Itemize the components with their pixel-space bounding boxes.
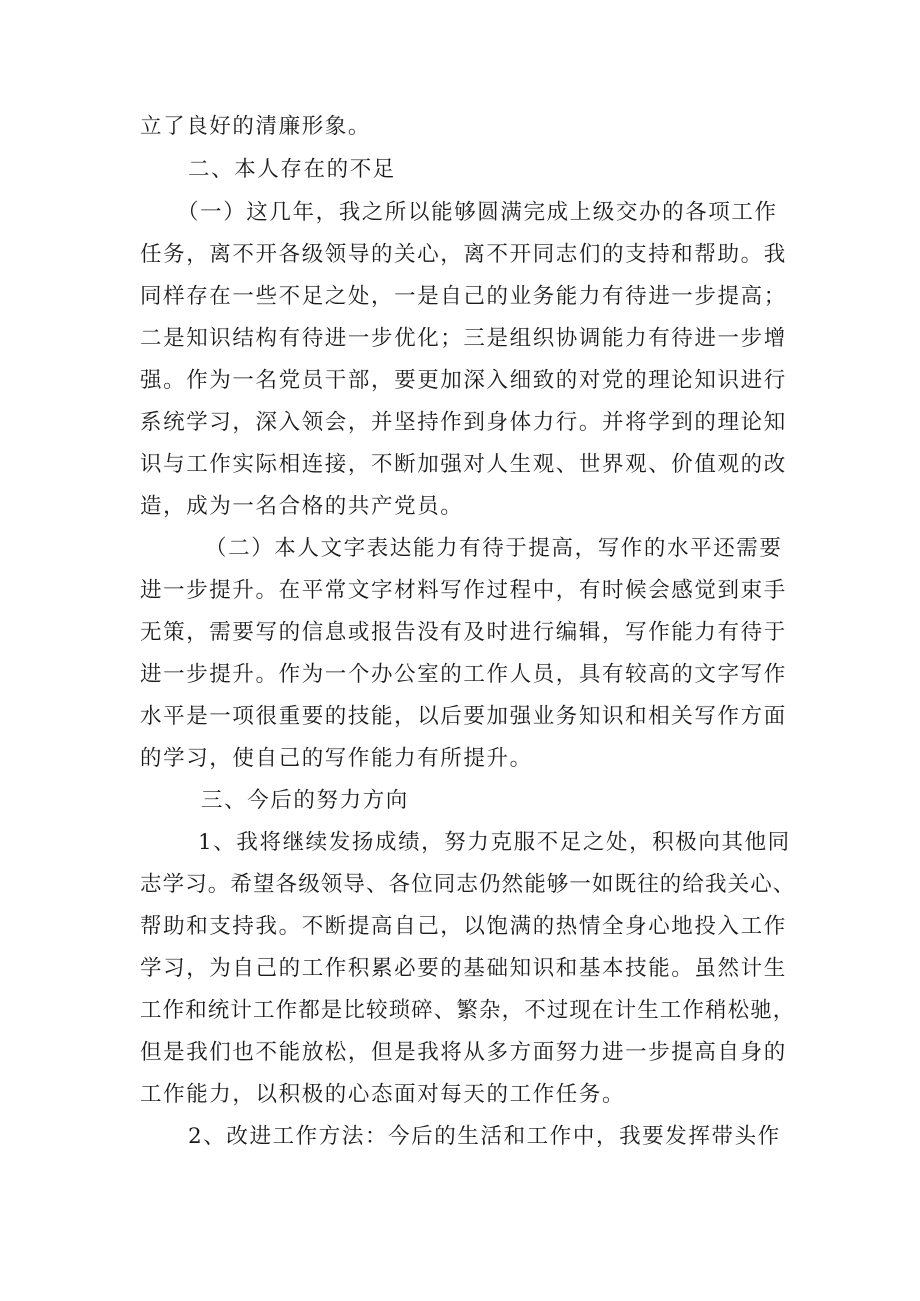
section-heading: 三、今后的努力方向: [201, 788, 409, 813]
text-line: 学习，为自己的工作积累必要的基础知识和基本技能。虽然计生: [140, 956, 787, 981]
text-line: 2、改进工作方法：今后的生活和工作中，我要发挥带头作: [188, 1124, 781, 1149]
text-line: 强。作为一名党员干部，要更加深入细致的对党的理论知识进行: [140, 368, 787, 393]
text-line: 立了良好的清廉形象。: [140, 114, 372, 139]
text-line: 志学习。希望各级领导、各位同志仍然能够一如既往的给我关心、: [140, 872, 796, 897]
text-line: 进一步提升。在平常文字材料写作过程中，有时候会感觉到束手: [140, 578, 787, 603]
text-line: 的学习，使自己的写作能力有所提升。: [140, 746, 533, 771]
section-heading: 二、本人存在的不足: [188, 157, 396, 182]
text-line: 系统学习，深入领会，并坚持作到身体力行。并将学到的理论知: [140, 410, 787, 435]
text-line: 但是我们也不能放松，但是我将从多方面努力进一步提高自身的: [140, 1040, 787, 1065]
text-line: 二是知识结构有待进一步优化；三是组织协调能力有待进一步增: [140, 326, 787, 351]
text-line: 无策，需要写的信息或报告没有及时进行编辑，写作能力有待于: [140, 620, 787, 645]
text-line: 工作和统计工作都是比较琐碎、繁杂，不过现在计生工作稍松驰，: [140, 998, 796, 1023]
text-line: 帮助和支持我。不断提高自己，以饱满的热情全身心地投入工作: [140, 914, 787, 939]
text-line: （二）本人文字表达能力有待于提高，写作的水平还需要: [205, 536, 783, 561]
text-line: 进一步提升。作为一个办公室的工作人员，具有较高的文字写作: [140, 662, 787, 687]
text-line: 水平是一项很重要的技能，以后要加强业务知识和相关写作方面: [140, 704, 787, 729]
text-line: 1、我将继续发扬成绩，努力克服不足之处，积极向其他同: [198, 830, 791, 855]
text-line: 任务，离不开各级领导的关心，离不开同志们的支持和帮助。我: [140, 242, 787, 267]
text-line: 工作能力，以积极的心态面对每天的工作任务。: [140, 1082, 626, 1107]
text-line: 识与工作实际相连接，不断加强对人生观、世界观、价值观的改: [140, 452, 787, 477]
text-line: （一）这几年，我之所以能够圆满完成上级交办的各项工作: [177, 200, 778, 225]
text-line: 同样存在一些不足之处，一是自己的业务能力有待进一步提高；: [140, 284, 787, 309]
text-line: 造，成为一名合格的共产党员。: [140, 494, 464, 519]
